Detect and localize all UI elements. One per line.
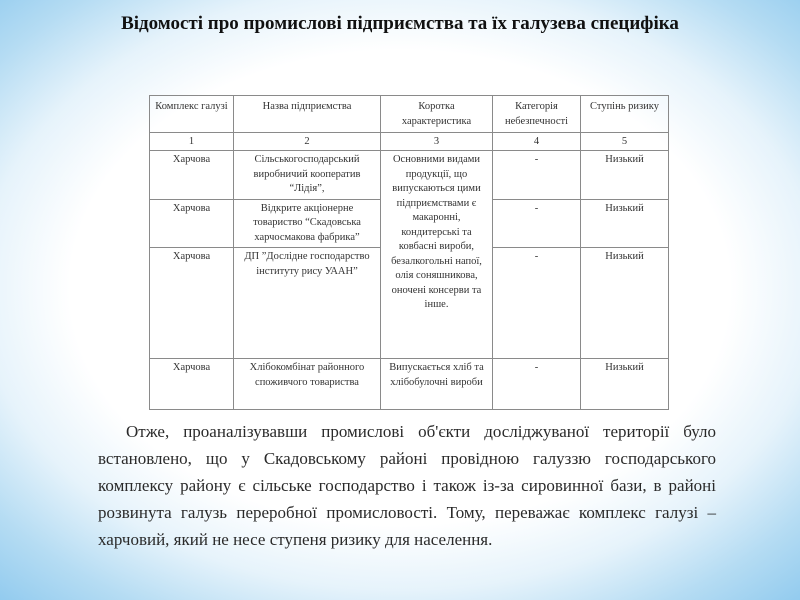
cell-name: Відкрите акціонерне товариство “Скадовська харчосмакова фабрика” — [234, 199, 381, 248]
cell-category: - — [493, 248, 581, 359]
cell-complex: Харчова — [150, 199, 234, 248]
cell-name: ДП ”Дослідне господарство інституту рису УААН” — [234, 248, 381, 359]
table-row — [150, 151, 669, 200]
column-number: 4 — [493, 133, 581, 151]
cell-name: Хлібокомбінат районного споживчого товариства — [234, 359, 381, 410]
table-header-row — [150, 96, 669, 133]
column-number: 5 — [581, 133, 669, 151]
header-description: Коротка характеристика — [381, 96, 493, 133]
column-number: 2 — [234, 133, 381, 151]
page-title: Відомості про промислові підприємства та їх галузева специфіка — [121, 13, 679, 34]
cell-risk: Низький — [581, 359, 669, 410]
column-number-row — [150, 133, 669, 151]
header-name: Назва підприємства — [234, 96, 381, 133]
conclusion-text: Отже, проаналізувавши промислові об'єкти досліджуваної території було встановлено, що у Скадовському районі провідною галуззю господарського комплексу району є сільське господарство і також із-за сировинної бази, в районі розвинута галузь переробної промисловості. Тому, переважає комплекс галузі – харчовий, який не несе ступеня ризику для населення. — [98, 422, 716, 549]
cell-risk: Низький — [581, 248, 669, 359]
conclusion-paragraph — [98, 418, 716, 553]
enterprises-table — [149, 95, 669, 410]
cell-complex: Харчова — [150, 248, 234, 359]
cell-risk: Низький — [581, 199, 669, 248]
cell-description: Випускається хліб та хлібобулочні вироби — [381, 359, 493, 410]
cell-category: - — [493, 359, 581, 410]
header-risk: Ступінь ризику — [581, 96, 669, 133]
cell-category: - — [493, 151, 581, 200]
header-category: Категорія небезпечності — [493, 96, 581, 133]
table-row — [150, 359, 669, 410]
column-number: 1 — [150, 133, 234, 151]
cell-category: - — [493, 199, 581, 248]
cell-complex: Харчова — [150, 359, 234, 410]
cell-shared-description: Основними видами продукції, що випускаються цими підприємствами є макаронні, кондитерські та ковбасні вироби, безалкогольні напої, олія соняшникова, оночені консерви та інше. — [381, 151, 493, 359]
header-complex: Комплекс галузі — [150, 96, 234, 133]
cell-name: Сільськогосподарський виробничий кооператив “Лідія”, — [234, 151, 381, 200]
column-number: 3 — [381, 133, 493, 151]
cell-complex: Харчова — [150, 151, 234, 200]
cell-risk: Низький — [581, 151, 669, 200]
